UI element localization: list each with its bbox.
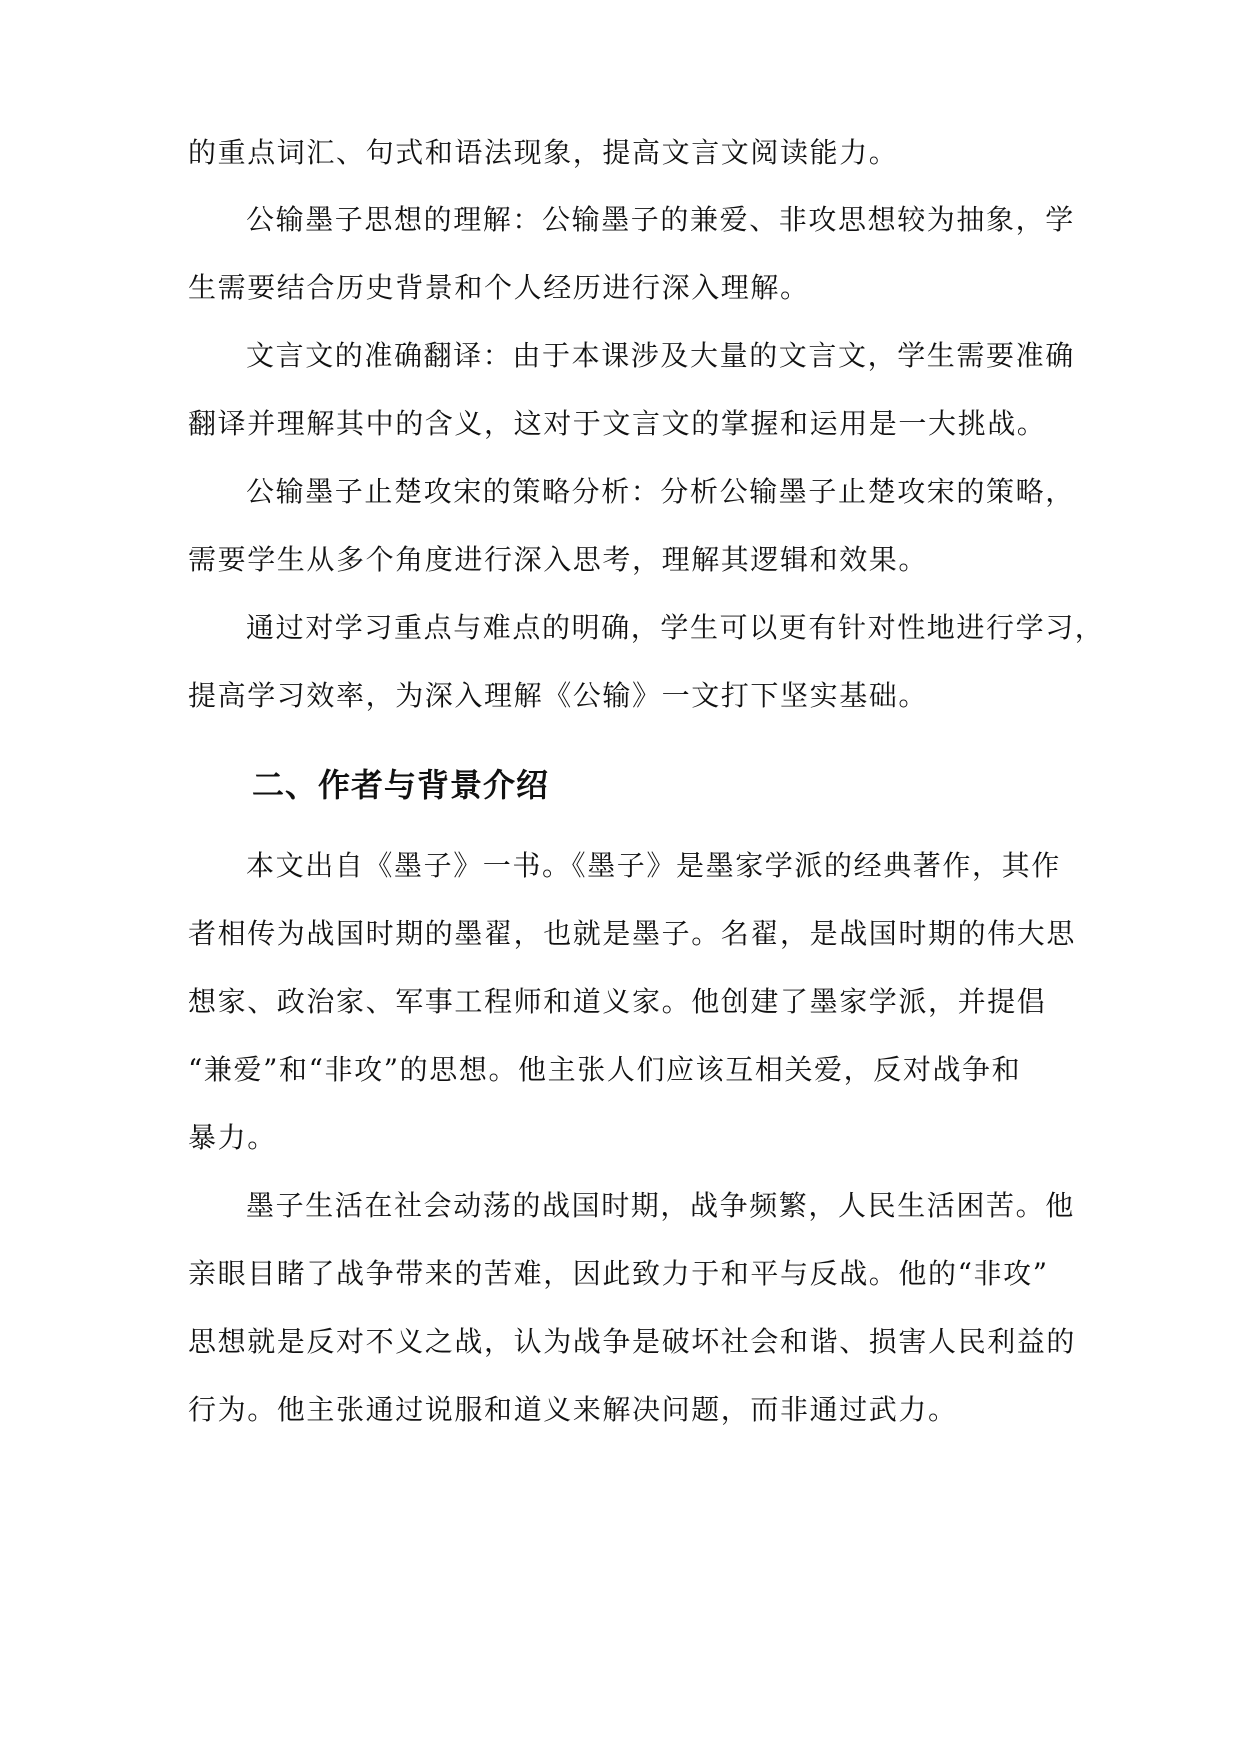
paragraph-line: 公输墨子止楚攻宋的策略分析：分析公输墨子止楚攻宋的策略， [246, 475, 1075, 508]
paragraph-line: 需要学生从多个角度进行深入思考，理解其逻辑和效果。 [188, 543, 929, 576]
paragraph-line: 想家、政治家、军事工程师和道义家。他创建了墨家学派，并提倡 [188, 985, 1047, 1018]
paragraph-line: 翻译并理解其中的含义，这对于文言文的掌握和运用是一大挑战。 [188, 407, 1047, 440]
paragraph-line: 生需要结合历史背景和个人经历进行深入理解。 [188, 271, 810, 304]
paragraph-line: 的重点词汇、句式和语法现象，提高文言文阅读能力。 [188, 136, 899, 169]
paragraph-line: 行为。他主张通过说服和道义来解决问题，而非通过武力。 [188, 1393, 958, 1426]
paragraph-line: 公输墨子思想的理解：公输墨子的兼爱、非攻思想较为抽象，学 [246, 203, 1075, 236]
section-heading: 二、作者与背景介绍 [252, 766, 550, 804]
paragraph-line: 亲眼目睹了战争带来的苦难，因此致力于和平与反战。他的“非攻” [188, 1257, 1049, 1290]
paragraph-line: 通过对学习重点与难点的明确，学生可以更有针对性地进行学习， [246, 611, 1105, 644]
paragraph-line: 者相传为战国时期的墨翟，也就是墨子。名翟，是战国时期的伟大思 [188, 917, 1077, 950]
paragraph-line: 文言文的准确翻译：由于本课涉及大量的文言文，学生需要准确 [246, 339, 1075, 372]
paragraph-line: “兼爱”和“非攻”的思想。他主张人们应该互相关爱，反对战争和 [188, 1053, 1022, 1086]
paragraph-line: 思想就是反对不义之战，认为战争是破坏社会和谐、损害人民利益的 [188, 1325, 1077, 1358]
paragraph-line: 暴力。 [188, 1121, 277, 1154]
paragraph-line: 提高学习效率，为深入理解《公输》一文打下坚实基础。 [188, 679, 929, 712]
paragraph-line: 本文出自《墨子》一书。《墨子》是墨家学派的经典著作，其作 [246, 849, 1061, 882]
paragraph-line: 墨子生活在社会动荡的战国时期，战争频繁，人民生活困苦。他 [246, 1189, 1075, 1222]
